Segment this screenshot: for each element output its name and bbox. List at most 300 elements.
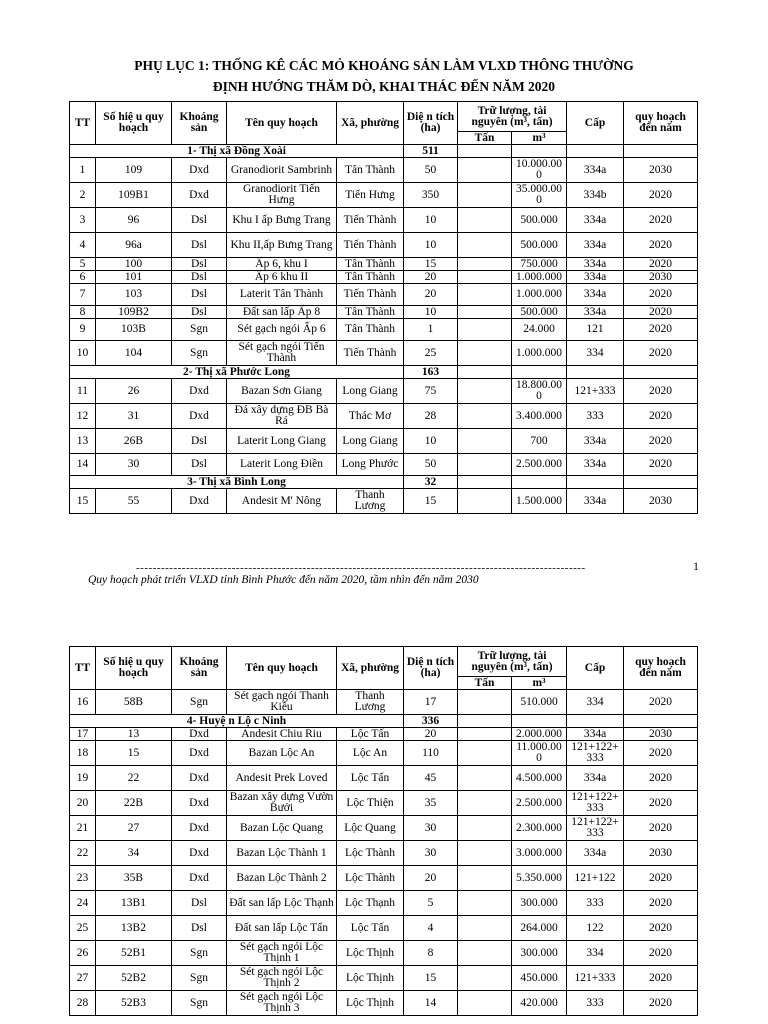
cell-ton	[458, 454, 512, 476]
cell-name: Đất san lấp Ấp 8	[227, 306, 337, 319]
cell-tt: 23	[70, 866, 96, 891]
cell-m3: 300.000	[512, 891, 567, 916]
cell-grade: 334a	[567, 233, 624, 258]
cell-name: Bazan xây dựng Vườn Bưởi	[227, 791, 337, 816]
table-row	[70, 816, 698, 841]
header-khoang-san: Khoáng sản	[172, 102, 227, 145]
cell-m3: 2.500.000	[512, 454, 567, 476]
table-body-page-2	[70, 690, 698, 1016]
cell-year: 2020	[624, 429, 698, 454]
empty-cell	[458, 715, 512, 728]
section-row	[70, 145, 698, 158]
cell-ton	[458, 429, 512, 454]
header-m3: m³	[512, 677, 567, 690]
cell-code: 101	[96, 271, 172, 284]
header-so-hieu: Số hiệ u quy hoạch	[96, 647, 172, 690]
cell-year: 2020	[624, 306, 698, 319]
cell-ton	[458, 690, 512, 715]
cell-m3: 500.000	[512, 233, 567, 258]
cell-name: Bazan Lộc Thành 1	[227, 841, 337, 866]
cell-grade: 334	[567, 941, 624, 966]
cell-area: 14	[404, 991, 458, 1016]
cell-year: 2020	[624, 741, 698, 766]
cell-grade: 121+333	[567, 379, 624, 404]
cell-tt: 9	[70, 319, 96, 341]
cell-m3: 300.000	[512, 941, 567, 966]
cell-name: Laterit Long Giang	[227, 429, 337, 454]
cell-name: Andesit Chiu Riu	[227, 728, 337, 741]
cell-year: 2020	[624, 941, 698, 966]
table-row	[70, 916, 698, 941]
cell-tt: 17	[70, 728, 96, 741]
cell-year: 2020	[624, 404, 698, 429]
cell-grade: 334a	[567, 429, 624, 454]
cell-code: 55	[96, 489, 172, 514]
cell-m3: 510.000	[512, 690, 567, 715]
empty-cell	[567, 145, 624, 158]
cell-ward: Tiến Thành	[337, 208, 404, 233]
cell-ton	[458, 379, 512, 404]
table-row	[70, 866, 698, 891]
cell-mineral: Dsl	[172, 916, 227, 941]
cell-ward: Lộc Tấn	[337, 766, 404, 791]
cell-area: 10	[404, 306, 458, 319]
cell-year: 2020	[624, 966, 698, 991]
table-row	[70, 271, 698, 284]
cell-grade: 334a	[567, 728, 624, 741]
header-cap: Cấp	[567, 647, 624, 690]
table-row	[70, 991, 698, 1016]
cell-name: Bazan Sơn Giang	[227, 379, 337, 404]
cell-ward: Lộc An	[337, 741, 404, 766]
cell-tt: 5	[70, 258, 96, 271]
cell-mineral: Dxd	[172, 866, 227, 891]
cell-ton	[458, 891, 512, 916]
cell-grade: 333	[567, 404, 624, 429]
cell-area: 110	[404, 741, 458, 766]
cell-area: 10	[404, 233, 458, 258]
cell-m3: 700	[512, 429, 567, 454]
table-header	[70, 102, 698, 145]
header-xa-phuong: Xã, phường	[337, 102, 404, 145]
table-row	[70, 319, 698, 341]
cell-ton	[458, 404, 512, 429]
table-body-page-1	[70, 145, 698, 514]
cell-year: 2020	[624, 690, 698, 715]
cell-ward: Thanh Lương	[337, 489, 404, 514]
table-row	[70, 429, 698, 454]
cell-tt: 20	[70, 791, 96, 816]
table-row	[70, 454, 698, 476]
cell-mineral: Sgn	[172, 941, 227, 966]
cell-year: 2020	[624, 341, 698, 366]
cell-tt: 6	[70, 271, 96, 284]
cell-ward: Long Giang	[337, 379, 404, 404]
cell-ward: Tân Thành	[337, 306, 404, 319]
cell-mineral: Sgn	[172, 966, 227, 991]
section-name: 1- Thị xã Đồng Xoài	[70, 145, 404, 158]
cell-ward: Lộc Quang	[337, 816, 404, 841]
cell-tt: 15	[70, 489, 96, 514]
cell-tt: 11	[70, 379, 96, 404]
table-row	[70, 741, 698, 766]
table-row	[70, 379, 698, 404]
cell-tt: 8	[70, 306, 96, 319]
footer-separator: ------------------------------------------------------------------------------------------------------------	[136, 562, 586, 574]
cell-ward: Lộc Thịnh	[337, 991, 404, 1016]
cell-area: 75	[404, 379, 458, 404]
cell-ward: Tân Thành	[337, 271, 404, 284]
cell-grade: 334a	[567, 158, 624, 183]
header-tan: Tấn	[458, 677, 512, 690]
cell-area: 5	[404, 891, 458, 916]
cell-mineral: Sgn	[172, 690, 227, 715]
cell-grade: 122	[567, 916, 624, 941]
mineral-table-page-2	[69, 646, 698, 1016]
cell-m3: 2.000.000	[512, 728, 567, 741]
empty-cell	[624, 145, 698, 158]
cell-tt: 13	[70, 429, 96, 454]
header-tru-luong: Trữ lượng, tài nguyên (m³, tấn)	[458, 647, 567, 677]
cell-m3: 1.000.000	[512, 341, 567, 366]
cell-ward: Tân Thành	[337, 158, 404, 183]
cell-ton	[458, 916, 512, 941]
section-name: 3- Thị xã Bình Long	[70, 476, 404, 489]
header-ten-quy-hoach: Tên quy hoạch	[227, 647, 337, 690]
cell-grade: 334a	[567, 489, 624, 514]
cell-name: Đá xây dựng ĐB Bà Rá	[227, 404, 337, 429]
header-quy-hoach-nam: quy hoạch đến năm	[624, 102, 698, 145]
cell-year: 2020	[624, 208, 698, 233]
cell-mineral: Dsl	[172, 271, 227, 284]
cell-mineral: Dxd	[172, 791, 227, 816]
cell-name: Sét gạch ngói Tiến Thành	[227, 341, 337, 366]
cell-grade: 334a	[567, 271, 624, 284]
header-so-hieu: Số hiệ u quy hoạch	[96, 102, 172, 145]
table-row	[70, 341, 698, 366]
cell-area: 30	[404, 841, 458, 866]
header-xa-phuong: Xã, phường	[337, 647, 404, 690]
table-row	[70, 183, 698, 208]
table-row	[70, 891, 698, 916]
cell-area: 10	[404, 429, 458, 454]
cell-mineral: Dxd	[172, 489, 227, 514]
cell-m3: 450.000	[512, 966, 567, 991]
cell-year: 2020	[624, 816, 698, 841]
empty-cell	[567, 715, 624, 728]
cell-code: 109B2	[96, 306, 172, 319]
cell-name: Bazan Lộc An	[227, 741, 337, 766]
cell-mineral: Dxd	[172, 404, 227, 429]
cell-grade: 333	[567, 991, 624, 1016]
cell-code: 103B	[96, 319, 172, 341]
cell-area: 8	[404, 941, 458, 966]
cell-ward: Tiến Thành	[337, 233, 404, 258]
cell-area: 20	[404, 284, 458, 306]
header-quy-hoach-nam: quy hoạch đến năm	[624, 647, 698, 690]
cell-area: 25	[404, 341, 458, 366]
empty-cell	[512, 366, 567, 379]
cell-year: 2020	[624, 454, 698, 476]
table-row	[70, 404, 698, 429]
cell-year: 2020	[624, 379, 698, 404]
cell-code: 52B2	[96, 966, 172, 991]
cell-m3: 3.400.000	[512, 404, 567, 429]
cell-code: 52B1	[96, 941, 172, 966]
cell-mineral: Dxd	[172, 741, 227, 766]
section-area: 163	[404, 366, 458, 379]
cell-year: 2020	[624, 891, 698, 916]
cell-ward: Thanh Lương	[337, 690, 404, 715]
empty-cell	[512, 145, 567, 158]
cell-area: 35	[404, 791, 458, 816]
cell-tt: 7	[70, 284, 96, 306]
cell-area: 28	[404, 404, 458, 429]
cell-ton	[458, 941, 512, 966]
cell-grade: 334a	[567, 766, 624, 791]
cell-code: 58B	[96, 690, 172, 715]
empty-cell	[512, 715, 567, 728]
cell-area: 50	[404, 454, 458, 476]
cell-m3: 4.500.000	[512, 766, 567, 791]
table-row	[70, 941, 698, 966]
cell-code: 13B2	[96, 916, 172, 941]
cell-ton	[458, 183, 512, 208]
cell-grade: 334a	[567, 841, 624, 866]
cell-grade: 334a	[567, 208, 624, 233]
cell-name: Sét gạch ngói Lộc Thịnh 1	[227, 941, 337, 966]
cell-tt: 27	[70, 966, 96, 991]
empty-cell	[624, 715, 698, 728]
cell-tt: 12	[70, 404, 96, 429]
cell-m3: 11.000.00 0	[512, 741, 567, 766]
cell-ton	[458, 271, 512, 284]
cell-ward: Lộc Thịnh	[337, 941, 404, 966]
cell-ward: Tiến Hưng	[337, 183, 404, 208]
cell-mineral: Dsl	[172, 233, 227, 258]
cell-m3: 2.500.000	[512, 791, 567, 816]
cell-m3: 1.500.000	[512, 489, 567, 514]
cell-ward: Lộc Thiện	[337, 791, 404, 816]
empty-cell	[458, 145, 512, 158]
empty-cell	[624, 366, 698, 379]
cell-code: 52B3	[96, 991, 172, 1016]
cell-m3: 3.000.000	[512, 841, 567, 866]
cell-ward: Tiến Thành	[337, 341, 404, 366]
cell-year: 2020	[624, 183, 698, 208]
cell-area: 20	[404, 866, 458, 891]
cell-code: 100	[96, 258, 172, 271]
cell-ton	[458, 158, 512, 183]
cell-code: 34	[96, 841, 172, 866]
cell-mineral: Dxd	[172, 841, 227, 866]
cell-ton	[458, 208, 512, 233]
cell-ward: Long Giang	[337, 429, 404, 454]
cell-name: Laterit Long Điền	[227, 454, 337, 476]
cell-mineral: Dsl	[172, 306, 227, 319]
cell-mineral: Sgn	[172, 991, 227, 1016]
cell-tt: 3	[70, 208, 96, 233]
table-row	[70, 841, 698, 866]
cell-code: 30	[96, 454, 172, 476]
section-area: 511	[404, 145, 458, 158]
cell-name: Sét gạch ngói Lộc Thịnh 2	[227, 966, 337, 991]
table-header	[70, 647, 698, 690]
cell-tt: 2	[70, 183, 96, 208]
empty-cell	[458, 366, 512, 379]
cell-mineral: Dxd	[172, 183, 227, 208]
cell-year: 2020	[624, 284, 698, 306]
cell-grade: 121+122+ 333	[567, 791, 624, 816]
cell-mineral: Dsl	[172, 208, 227, 233]
page-number: 1	[693, 559, 699, 573]
cell-code: 27	[96, 816, 172, 841]
cell-area: 45	[404, 766, 458, 791]
cell-ton	[458, 741, 512, 766]
cell-year: 2030	[624, 841, 698, 866]
cell-name: Sét gạch ngói Ấp 6	[227, 319, 337, 341]
cell-name: Bazan Lộc Quang	[227, 816, 337, 841]
cell-m3: 2.300.000	[512, 816, 567, 841]
header-m3: m³	[512, 132, 567, 145]
cell-code: 104	[96, 341, 172, 366]
header-tan: Tấn	[458, 132, 512, 145]
cell-name: Khu I ấp Bưng Trang	[227, 208, 337, 233]
cell-ton	[458, 341, 512, 366]
cell-ward: Lộc Tấn	[337, 916, 404, 941]
cell-mineral: Dsl	[172, 429, 227, 454]
cell-ward: Lộc Thành	[337, 841, 404, 866]
cell-year: 2030	[624, 489, 698, 514]
cell-mineral: Dsl	[172, 258, 227, 271]
cell-year: 2030	[624, 728, 698, 741]
cell-code: 109	[96, 158, 172, 183]
cell-name: Đất san lấp Lộc Tấn	[227, 916, 337, 941]
cell-year: 2020	[624, 791, 698, 816]
table-row	[70, 258, 698, 271]
cell-m3: 264.000	[512, 916, 567, 941]
cell-name: Đất san lấp Lộc Thạnh	[227, 891, 337, 916]
cell-area: 10	[404, 208, 458, 233]
cell-ward: Long Phước	[337, 454, 404, 476]
cell-year: 2020	[624, 233, 698, 258]
cell-name: Andesit M' Nông	[227, 489, 337, 514]
table-row	[70, 690, 698, 715]
section-row	[70, 476, 698, 489]
cell-grade: 121+333	[567, 966, 624, 991]
cell-ton	[458, 306, 512, 319]
cell-m3: 18.800.00 0	[512, 379, 567, 404]
cell-area: 15	[404, 966, 458, 991]
cell-grade: 121+122	[567, 866, 624, 891]
cell-area: 15	[404, 258, 458, 271]
cell-tt: 22	[70, 841, 96, 866]
cell-year: 2020	[624, 866, 698, 891]
cell-m3: 1.000.000	[512, 284, 567, 306]
cell-name: Ấp 6, khu I	[227, 258, 337, 271]
cell-area: 30	[404, 816, 458, 841]
cell-mineral: Dxd	[172, 158, 227, 183]
cell-area: 1	[404, 319, 458, 341]
header-dien-tich: Diệ n tích (ha)	[404, 647, 458, 690]
cell-m3: 1.000.000	[512, 271, 567, 284]
cell-ton	[458, 866, 512, 891]
cell-ton	[458, 233, 512, 258]
document-title-line-1: PHỤ LỤC 1: THỐNG KÊ CÁC MỎ KHOÁNG SẢN LÀM VLXD THÔNG THƯỜNG	[134, 58, 634, 73]
cell-name: Khu II,ấp Bưng Trang	[227, 233, 337, 258]
cell-grade: 334a	[567, 306, 624, 319]
cell-mineral: Dsl	[172, 284, 227, 306]
cell-year: 2030	[624, 158, 698, 183]
cell-code: 96	[96, 208, 172, 233]
cell-ward: Tân Thành	[337, 319, 404, 341]
empty-cell	[512, 476, 567, 489]
cell-code: 22	[96, 766, 172, 791]
cell-grade: 334a	[567, 284, 624, 306]
mineral-table-page-1	[69, 101, 698, 514]
cell-ward: Tiến Thành	[337, 284, 404, 306]
cell-code: 13	[96, 728, 172, 741]
cell-mineral: Sgn	[172, 341, 227, 366]
table-row	[70, 306, 698, 319]
cell-mineral: Dsl	[172, 891, 227, 916]
cell-m3: 420.000	[512, 991, 567, 1016]
cell-tt: 16	[70, 690, 96, 715]
header-ten-quy-hoach: Tên quy hoạch	[227, 102, 337, 145]
cell-m3: 35.000.00 0	[512, 183, 567, 208]
cell-ton	[458, 728, 512, 741]
cell-code: 35B	[96, 866, 172, 891]
cell-ton	[458, 766, 512, 791]
cell-code: 13B1	[96, 891, 172, 916]
cell-grade: 334b	[567, 183, 624, 208]
cell-year: 2020	[624, 258, 698, 271]
cell-m3: 24.000	[512, 319, 567, 341]
cell-area: 350	[404, 183, 458, 208]
empty-cell	[624, 476, 698, 489]
cell-m3: 5.350.000	[512, 866, 567, 891]
cell-name: Sét gạch ngói Lộc Thịnh 3	[227, 991, 337, 1016]
section-name: 2- Thị xã Phước Long	[70, 366, 404, 379]
document-title-line-2: ĐỊNH HƯỚNG THĂM DÒ, KHAI THÁC ĐẾN NĂM 2020	[212, 79, 556, 94]
cell-name: Sét gạch ngói Thanh Kiều	[227, 690, 337, 715]
table-row	[70, 158, 698, 183]
cell-code: 96a	[96, 233, 172, 258]
cell-code: 22B	[96, 791, 172, 816]
cell-ward: Tân Thành	[337, 258, 404, 271]
cell-ward: Lộc Tấn	[337, 728, 404, 741]
cell-area: 4	[404, 916, 458, 941]
cell-tt: 14	[70, 454, 96, 476]
cell-ward: Lộc Thịnh	[337, 966, 404, 991]
cell-tt: 18	[70, 741, 96, 766]
cell-m3: 500.000	[512, 208, 567, 233]
cell-grade: 334a	[567, 258, 624, 271]
cell-ton	[458, 284, 512, 306]
cell-mineral: Sgn	[172, 319, 227, 341]
empty-cell	[458, 476, 512, 489]
cell-code: 31	[96, 404, 172, 429]
cell-name: Bazan Lộc Thành 2	[227, 866, 337, 891]
cell-area: 20	[404, 728, 458, 741]
footer-caption: Quy hoạch phát triển VLXD tỉnh Bình Phước đến năm 2020, tầm nhìn đến năm 2030	[88, 574, 479, 586]
cell-code: 109B1	[96, 183, 172, 208]
header-khoang-san: Khoáng sản	[172, 647, 227, 690]
cell-mineral: Dxd	[172, 816, 227, 841]
cell-ton	[458, 791, 512, 816]
cell-grade: 121+122+ 333	[567, 816, 624, 841]
cell-code: 103	[96, 284, 172, 306]
